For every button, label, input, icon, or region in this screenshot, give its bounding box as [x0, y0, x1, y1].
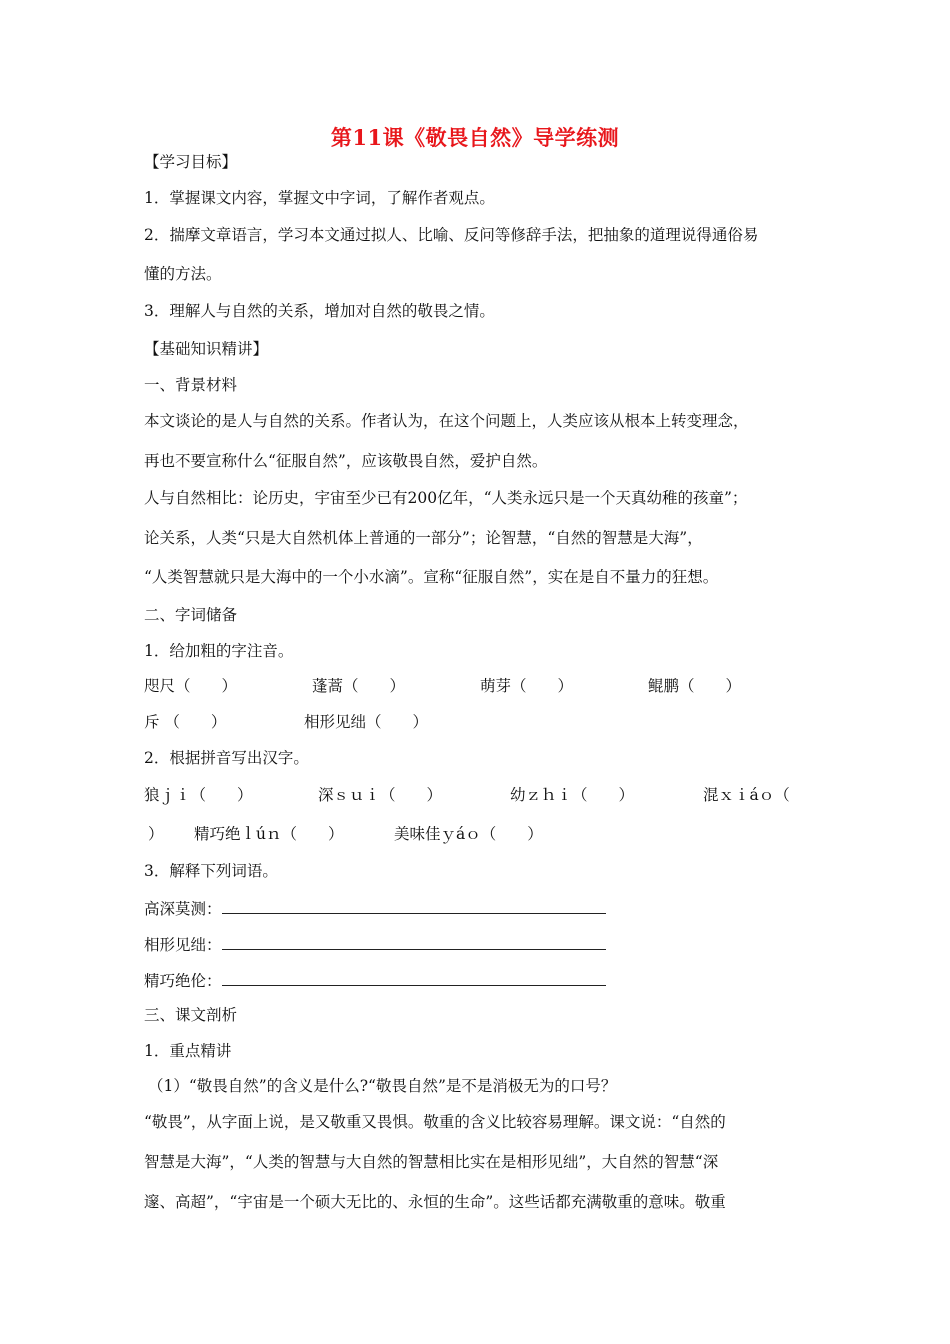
q3-term-row — [144, 934, 606, 955]
basics-header: 【基础知识精讲】 — [144, 340, 269, 358]
q1-item: 萌芽（ ） — [480, 677, 574, 695]
answer-line-3: 邃、高超”，“宇宙是一个硕大无比的、永恒的生命”。这些话都充满敬重的意味。敬重 — [144, 1193, 726, 1211]
q1-item: 咫尺（ ） — [144, 677, 238, 695]
q1-item: 斥 （ ） — [144, 713, 227, 731]
q2-item: 狼ｊｉ（ ） — [144, 786, 253, 804]
q2-item: 精巧绝ｌúｎ（ ） — [194, 825, 344, 843]
q3-term: 高深莫测： — [144, 900, 222, 918]
background-line-1: 本文谈论的是人与自然的关系。作者认为，在这个问题上，人类应该从根本上转变理念， — [144, 412, 749, 430]
section-2-title: 二、字词储备 — [144, 606, 238, 624]
q3-term: 精巧绝伦： — [144, 972, 222, 990]
q2-item: ） — [148, 825, 164, 843]
answer-line-1: “敬畏”，从字面上说，是又敬重又畏惧。敬重的含义比较容易理解。课文说：“自然的 — [144, 1113, 726, 1131]
answer-line-2: 智慧是大海”，“人类的智慧与大自然的智慧相比实在是相形见绌”，大自然的智慧“深 — [144, 1153, 719, 1171]
question-1: （1）“敬畏自然”的含义是什么?“敬畏自然”是不是消极无为的口号？ — [148, 1077, 617, 1095]
q2-item: 深ｓｕｉ（ ） — [318, 786, 443, 804]
q3-term-row — [144, 970, 606, 991]
q2-title: 2．根据拼音写出汉字。 — [144, 749, 309, 767]
q2-item: 美味佳ｙáｏ（ ） — [394, 825, 543, 843]
background-line-2: 再也不要宣称什么“征服自然”，应该敬畏自然，爱护自然。 — [144, 452, 548, 470]
answer-blank[interactable] — [222, 970, 606, 986]
answer-blank[interactable] — [222, 934, 606, 950]
background-line-4: 论关系，人类“只是大自然机体上普通的一部分”；论智慧，“自然的智慧是大海”， — [144, 529, 703, 547]
key-points-title: 1．重点精讲 — [144, 1042, 232, 1060]
q1-title: 1．给加粗的字注音。 — [144, 642, 294, 660]
q2-item: 混ｘｉáｏ（ — [703, 786, 790, 804]
section-1-title: 一、背景材料 — [144, 376, 238, 394]
section-3-title: 三、课文剖析 — [144, 1006, 238, 1024]
background-line-3: 人与自然相比：论历史，宇宙至少已有200亿年，“人类永远只是一个天真幼稚的孩童”； — [144, 489, 748, 507]
q1-item: 蓬蒿（ ） — [312, 677, 406, 695]
goal-item-3: 3．理解人与自然的关系，增加对自然的敬畏之情。 — [144, 302, 495, 320]
q1-item: 鲲鹏（ ） — [648, 677, 742, 695]
goal-item-2-cont: 懂的方法。 — [144, 265, 222, 283]
q3-title: 3．解释下列词语。 — [144, 862, 278, 880]
answer-blank[interactable] — [222, 898, 606, 914]
background-line-5: “人类智慧就只是大海中的一个小水滴”。宣称“征服自然”，实在是自不量力的狂想。 — [144, 568, 719, 586]
q2-item: 幼ｚｈｉ（ ） — [510, 786, 635, 804]
q1-item: 相形见绌（ ） — [304, 713, 429, 731]
goal-item-2: 2．揣摩文章语言，学习本文通过拟人、比喻、反问等修辞手法，把抽象的道理说得通俗易 — [144, 226, 759, 244]
goals-header: 【学习目标】 — [144, 153, 238, 171]
page-title: 第11课《敬畏自然》导学练测 — [330, 125, 620, 150]
q3-term-row — [144, 898, 606, 919]
goal-item-1: 1．掌握课文内容，掌握文中字词，了解作者观点。 — [144, 189, 495, 207]
q3-term: 相形见绌： — [144, 936, 222, 954]
